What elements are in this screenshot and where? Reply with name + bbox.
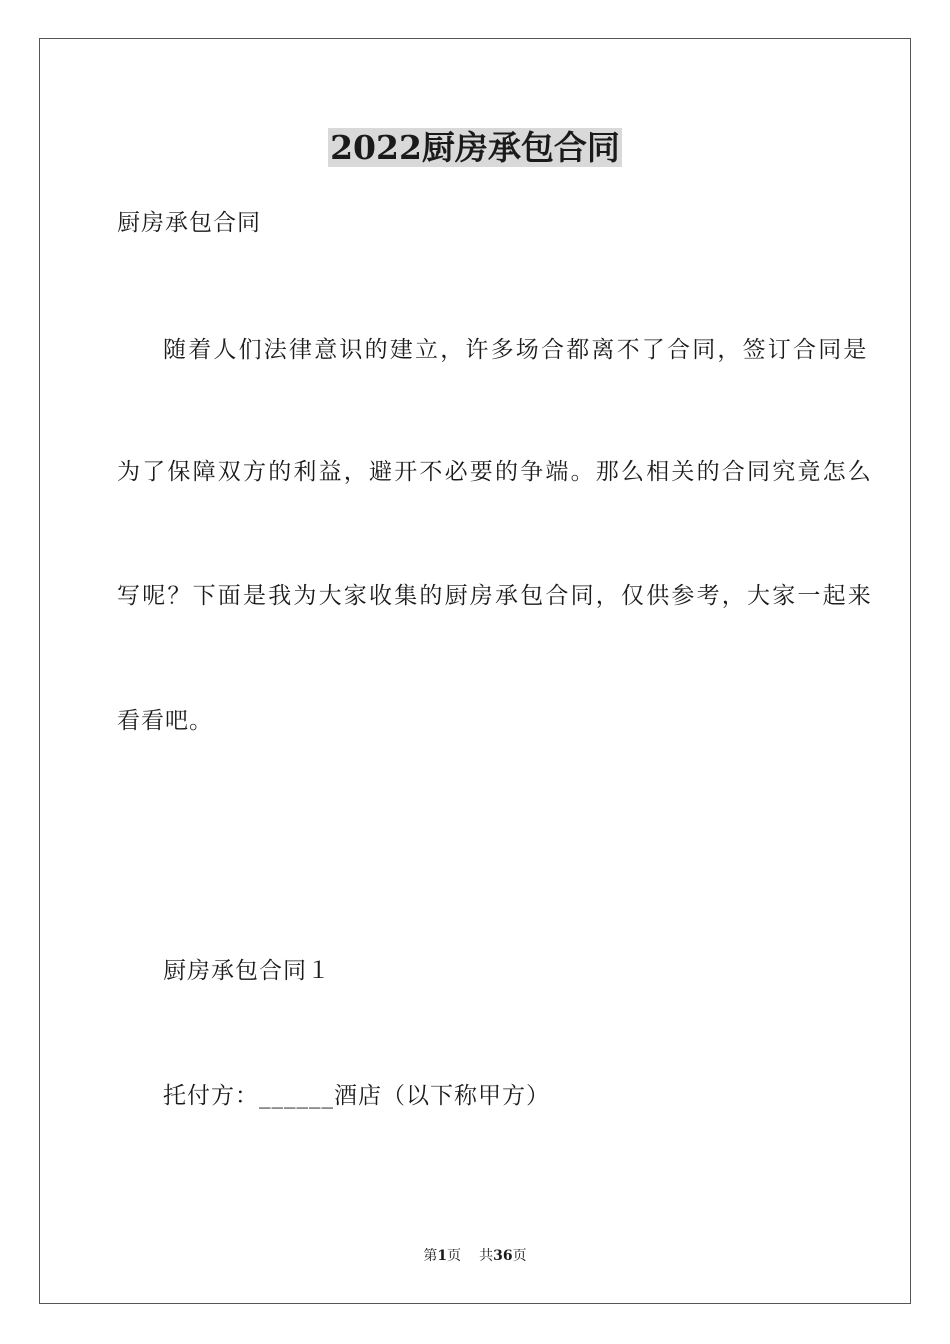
intro-paragraph-line-4: 看看吧。 [117, 708, 213, 734]
document-subtitle: 厨房承包合同 [117, 210, 261, 236]
page-footer [0, 1246, 950, 1266]
footer-total-prefix: 共 [479, 1248, 494, 1264]
intro-paragraph-line-3: 写呢？下面是我为大家收集的厨房承包合同，仅供参考，大家一起来 [117, 583, 873, 609]
document-title-text: 2022厨房承包合同 [330, 128, 620, 167]
intro-paragraph-line-1: 随着人们法律意识的建立，许多场合都离不了合同，签订合同是 [163, 337, 869, 363]
footer-page-suffix: 页 [447, 1248, 462, 1264]
footer-page-prefix: 第 [423, 1248, 438, 1264]
footer-page-number: 1 [437, 1248, 448, 1264]
intro-paragraph-line-2: 为了保障双方的利益，避开不必要的争端。那么相关的合同究竟怎么 [117, 459, 873, 485]
party-line: 托付方：______酒店（以下称甲方） [163, 1083, 550, 1109]
document-title [0, 126, 950, 170]
footer-total-suffix: 页 [512, 1248, 527, 1264]
section-heading: 厨房承包合同１ [163, 958, 331, 984]
footer-total-pages: 36 [493, 1248, 513, 1264]
